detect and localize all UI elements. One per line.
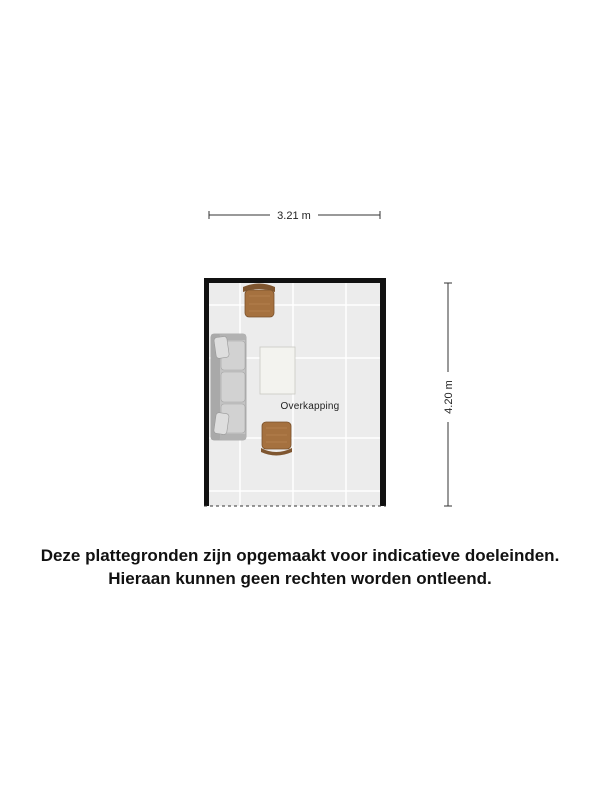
top-wall [204,278,386,283]
room-label: Overkapping [280,401,340,412]
chair-top [243,284,275,318]
width-dimension [209,210,380,222]
left-wall [204,278,209,506]
height-dimension [443,283,455,506]
right-wall [380,278,386,506]
height-label: 4.20 m [443,380,455,414]
width-label: 3.21 m [277,210,311,222]
table [260,347,295,394]
disclaimer-line-1: Deze plattegronden zijn opgemaakt voor indicatieve doeleinden. [40,546,560,565]
sofa [211,334,246,440]
disclaimer-line-2: Hieraan kunnen geen rechten worden ontleend. [108,569,492,588]
